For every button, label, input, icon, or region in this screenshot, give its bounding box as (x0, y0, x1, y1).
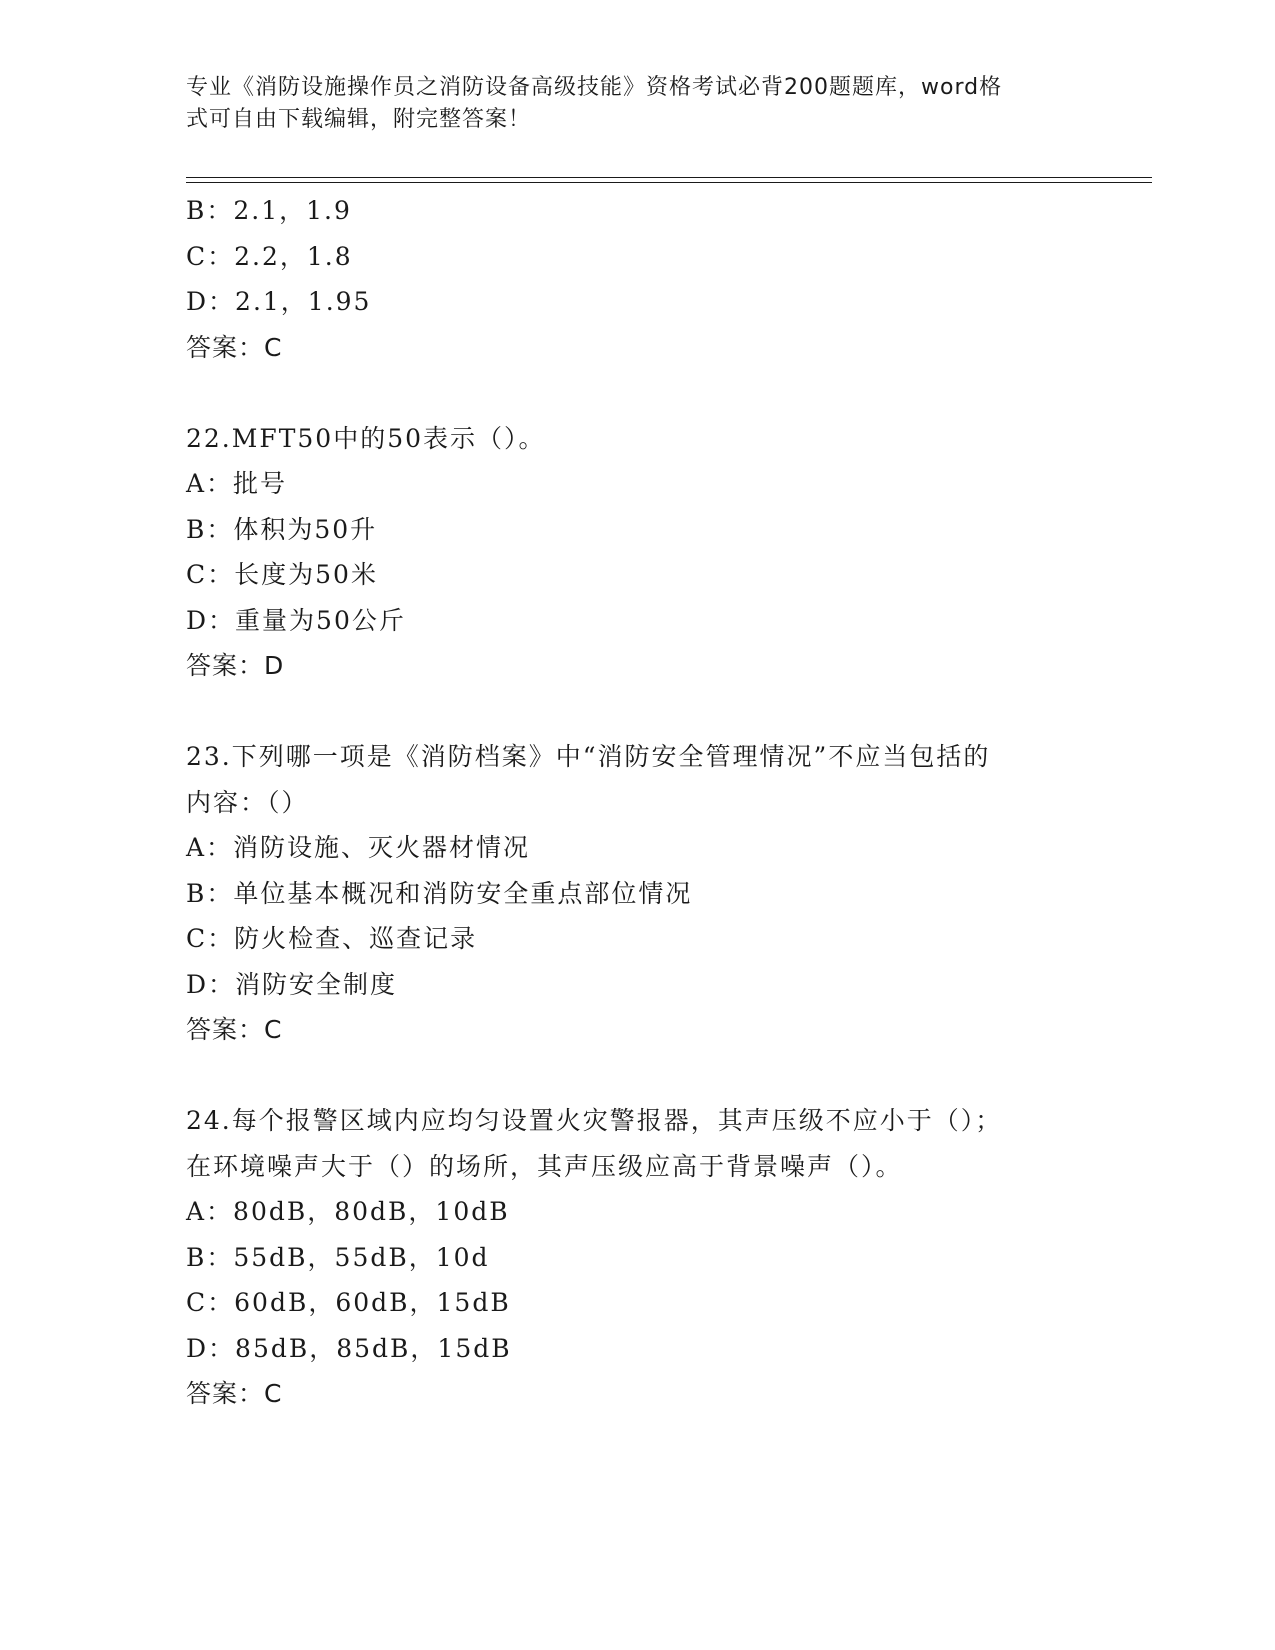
question-stem-line-2: 内容：（） (186, 787, 309, 817)
question-23 (186, 734, 1086, 1053)
option-b: B：单位基本概况和消防安全重点部位情况 (186, 878, 693, 908)
answer-line: 答案：D (186, 651, 285, 680)
option-c: C：2.2，1.8 (186, 241, 353, 271)
answer-line: 答案：C (186, 332, 283, 362)
question-stem-line-2: 在环境噪声大于（）的场所，其声压级应高于背景噪声（）。 (186, 1151, 903, 1181)
option-d: D：重量为50公斤 (186, 605, 406, 635)
question-stem: 22.MFT50中的50表示（）。 (186, 423, 546, 453)
question-stem-line-1: 24.每个报警区域内应均匀设置火灾警报器，其声压级不应小于（）； (186, 1106, 1003, 1135)
question-stem-line-1: 23.下列哪一项是《消防档案》中“消防安全管理情况”不应当包括的 (186, 742, 991, 771)
header-rule-top (186, 177, 1152, 178)
question-22 (186, 416, 1086, 689)
spacer (186, 370, 1086, 416)
header-rule-bottom (186, 182, 1152, 183)
header-line-2: 式可自由下载编辑，附完整答案！ (186, 107, 532, 132)
header-line-1: 专业《消防设施操作员之消防设备高级技能》资格考试必背200题题库，word格 (186, 75, 1003, 100)
answer-line: 答案：C (186, 1015, 283, 1044)
question-list (186, 188, 1086, 1417)
option-c: C：防火检查、巡查记录 (186, 924, 478, 953)
spacer (186, 1053, 1086, 1099)
option-d: D：85dB，85dB，15dB (186, 1333, 512, 1363)
option-a: A：80dB，80dB，10dB (186, 1197, 510, 1226)
option-c: C：60dB，60dB，15dB (186, 1288, 511, 1317)
option-d: D：2.1，1.95 (186, 287, 372, 316)
spacer (186, 689, 1086, 735)
option-d: D：消防安全制度 (186, 969, 398, 999)
option-b: B：体积为50升 (186, 514, 378, 544)
question-24 (186, 1098, 1086, 1417)
answer-line: 答案：C (186, 1379, 283, 1408)
option-b: B：55dB，55dB，10d (186, 1242, 490, 1272)
option-a: A：批号 (186, 469, 288, 498)
option-a: A：消防设施、灭火器材情况 (186, 833, 531, 862)
option-b: B：2.1，1.9 (186, 196, 352, 225)
option-c: C：长度为50米 (186, 560, 378, 589)
document-header (186, 72, 1066, 136)
question-21-tail (186, 188, 1086, 370)
